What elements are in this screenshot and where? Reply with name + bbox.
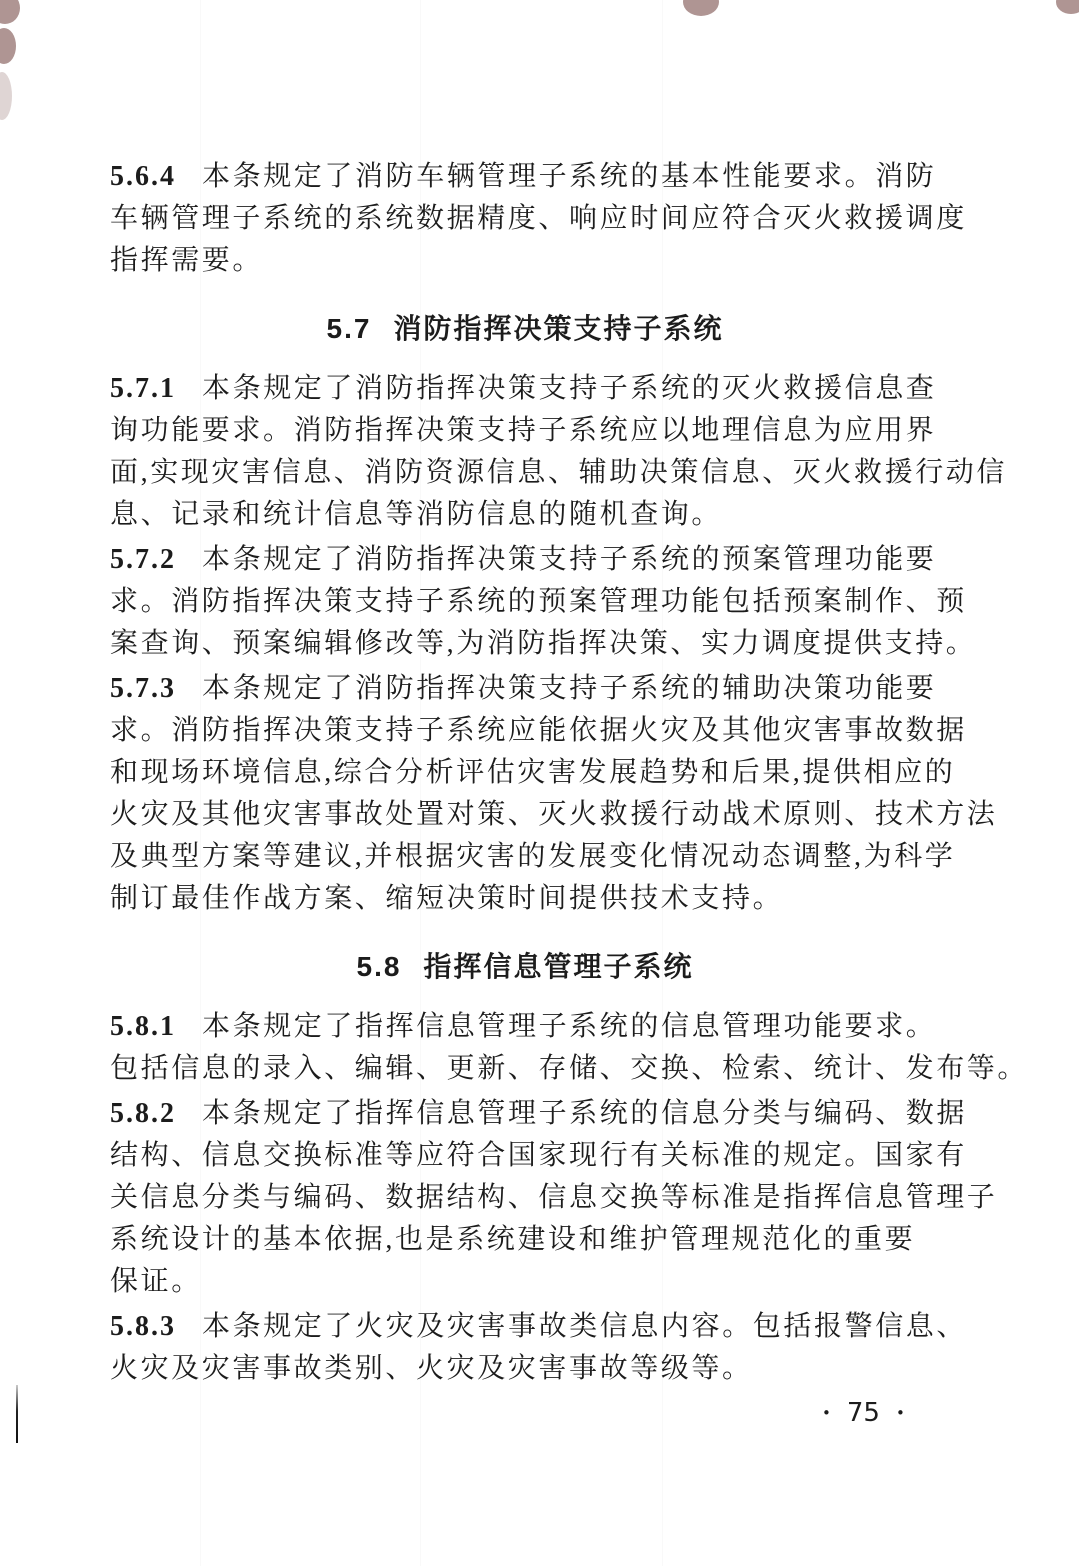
paragraph-text: 本条规定了指挥信息管理子系统的信息管理功能要求。 (202, 1011, 937, 1042)
paragraph-line (110, 1006, 940, 1048)
paragraph-text: 面,实现灾害信息、消防资源信息、辅助决策信息、灭火救援行动信 (110, 457, 1008, 488)
footer-page-number: 75 (846, 1398, 880, 1428)
page-number (822, 1398, 905, 1428)
paragraph-line (110, 1306, 968, 1348)
scan-artifact-line (16, 1385, 18, 1443)
paragraph-line (110, 1177, 998, 1219)
paragraph-text: 火灾及其他灾害事故处置对策、灭火救援行动战术原则、技术方法 (110, 799, 998, 830)
paragraph-line (110, 452, 1008, 494)
paragraph-text: 及典型方案等建议,并根据灾害的发展变化情况动态调整,为科学 (110, 841, 956, 872)
paragraph-text: 包括信息的录入、编辑、更新、存储、交换、检索、统计、发布等。 (110, 1053, 1029, 1084)
paragraph-line (110, 240, 940, 282)
paragraph-line (110, 752, 956, 794)
paragraph-line (110, 1048, 1029, 1090)
paragraph-line (110, 1348, 940, 1390)
document-body (110, 156, 1029, 1393)
section-heading (110, 946, 940, 988)
paragraph-number: 5.8.1 (110, 1011, 176, 1042)
scan-artifact-blob (0, 28, 16, 64)
section-heading (110, 308, 940, 350)
paragraph-text: 本条规定了消防车辆管理子系统的基本性能要求。消防 (202, 161, 937, 192)
paragraph (110, 368, 1008, 536)
paragraph-text: 息、记录和统计信息等消防信息的随机查询。 (110, 499, 723, 530)
paragraph-line (110, 668, 940, 710)
paragraph-text: 车辆管理子系统的系统数据精度、响应时间应符合灭火救援调度 (110, 203, 967, 234)
paragraph-number: 5.7.1 (110, 373, 176, 404)
paragraph-text: 保证。 (110, 1266, 202, 1297)
paragraph-text: 指挥需要。 (110, 245, 264, 276)
paragraph-line (110, 410, 940, 452)
paragraph-line (110, 581, 967, 623)
paragraph-text: 本条规定了火灾及灾害事故类信息内容。包括报警信息、 (202, 1311, 968, 1342)
paragraph-number: 5.7.2 (110, 544, 176, 575)
paragraph-text: 火灾及灾害事故类别、火灾及灾害事故等级等。 (110, 1353, 753, 1384)
paragraph-text: 询功能要求。消防指挥决策支持子系统应以地理信息为应用界 (110, 415, 937, 446)
scan-artifact-blob (1056, 0, 1079, 14)
paragraph-number: 5.7.3 (110, 673, 176, 704)
section-heading-title: 消防指挥决策支持子系统 (393, 313, 724, 344)
footer-dot-left: • (822, 1404, 831, 1422)
paragraph-line (110, 878, 940, 920)
paragraph-line (110, 156, 940, 198)
paragraph-line (110, 1261, 940, 1303)
paragraph-text: 案查询、预案编辑修改等,为消防指挥决策、实力调度提供支持。 (110, 628, 977, 659)
paragraph-text: 求。消防指挥决策支持子系统的预案管理功能包括预案制作、预 (110, 586, 967, 617)
section-heading-number: 5.8 (356, 951, 402, 982)
paragraph-line (110, 794, 998, 836)
paragraph-text: 和现场环境信息,综合分析评估灾害发展趋势和后果,提供相应的 (110, 757, 956, 788)
paragraph-line (110, 494, 940, 536)
paragraph-text: 本条规定了消防指挥决策支持子系统的灭火救援信息查 (202, 373, 937, 404)
paragraph-text: 本条规定了指挥信息管理子系统的信息分类与编码、数据 (202, 1098, 968, 1129)
paragraph-line (110, 539, 940, 581)
paragraph-number: 5.6.4 (110, 161, 176, 192)
paragraph (110, 156, 967, 282)
paragraph (110, 668, 998, 920)
paragraph-line (110, 1219, 940, 1261)
paragraph-line (110, 623, 977, 665)
scan-artifact-blob (0, 72, 12, 120)
paragraph-line (110, 368, 940, 410)
scan-artifact-blob (683, 0, 719, 16)
paragraph-number: 5.8.2 (110, 1098, 176, 1129)
paragraph-text: 求。消防指挥决策支持子系统应能依据火灾及其他灾害事故数据 (110, 715, 967, 746)
paragraph-number: 5.8.3 (110, 1311, 176, 1342)
paragraph-line (110, 710, 967, 752)
paragraph-text: 本条规定了消防指挥决策支持子系统的辅助决策功能要 (202, 673, 937, 704)
paragraph (110, 1093, 998, 1303)
paragraph-line (110, 1135, 967, 1177)
paragraph (110, 1006, 1029, 1090)
paragraph-line (110, 836, 956, 878)
section-heading-title: 指挥信息管理子系统 (423, 951, 694, 982)
scan-artifact-blob (0, 0, 20, 24)
paragraph-text: 系统设计的基本依据,也是系统建设和维护管理规范化的重要 (110, 1224, 916, 1255)
paragraph (110, 539, 977, 665)
section-heading-number: 5.7 (326, 313, 372, 344)
paragraph-line (110, 198, 967, 240)
paragraph (110, 1306, 968, 1390)
paragraph-text: 本条规定了消防指挥决策支持子系统的预案管理功能要 (202, 544, 937, 575)
paragraph-text: 制订最佳作战方案、缩短决策时间提供技术支持。 (110, 883, 784, 914)
footer-dot-right: • (895, 1404, 905, 1422)
paragraph-text: 关信息分类与编码、数据结构、信息交换等标准是指挥信息管理子 (110, 1182, 998, 1213)
paragraph-text: 结构、信息交换标准等应符合国家现行有关标准的规定。国家有 (110, 1140, 967, 1171)
paragraph-line (110, 1093, 968, 1135)
